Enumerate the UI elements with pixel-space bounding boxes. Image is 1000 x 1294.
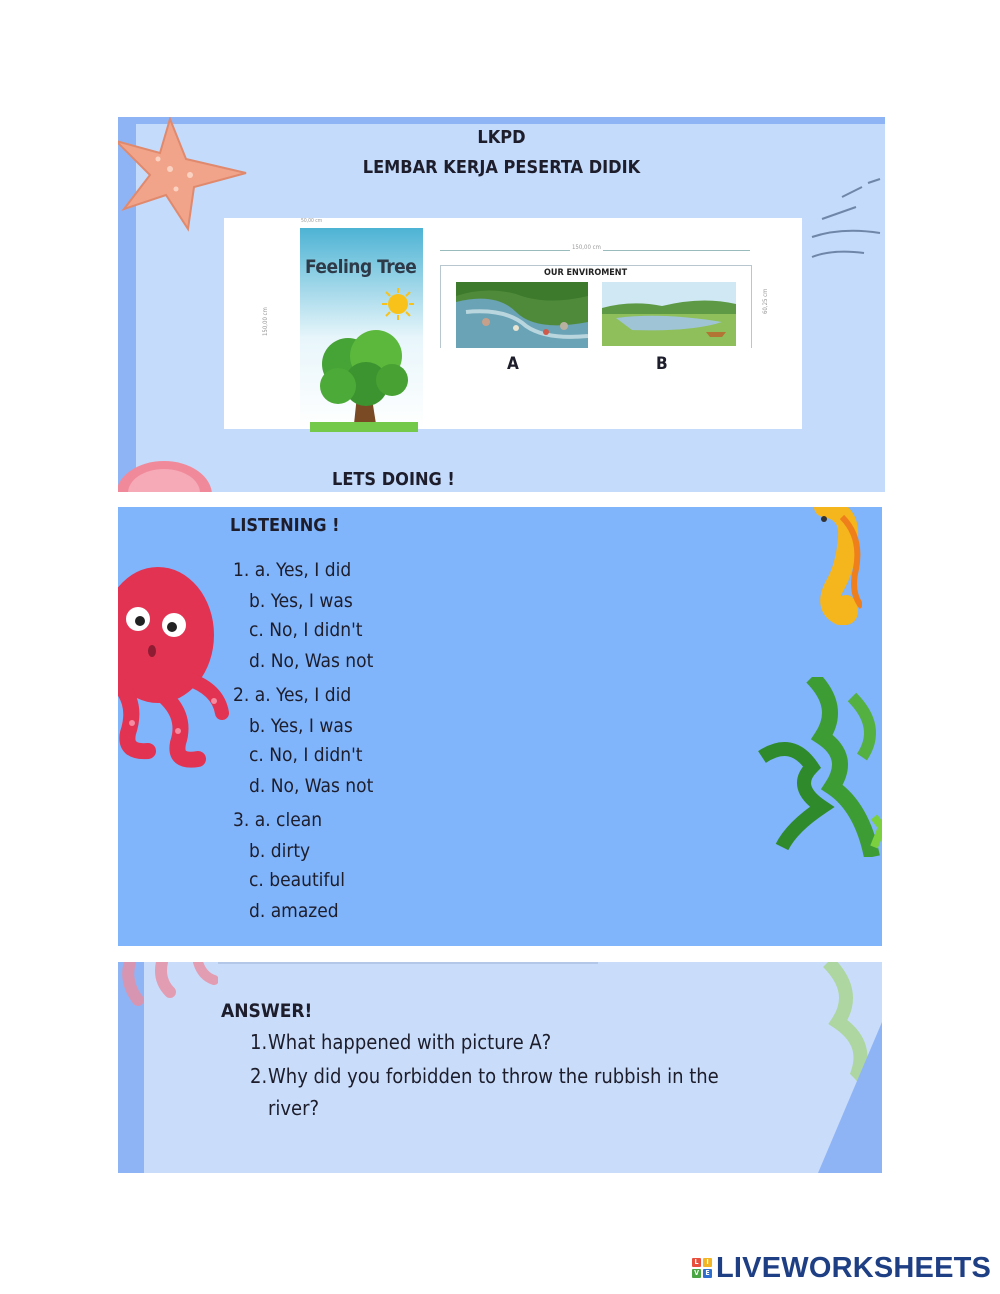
option-2b[interactable]: b. Yes, I was (249, 715, 353, 737)
option-1a[interactable]: 1. a. Yes, I did (233, 559, 352, 581)
question-1-number: 1. (250, 1030, 268, 1054)
seahorse-icon (790, 507, 862, 625)
question-2-number: 2. (250, 1064, 268, 1088)
dim-right: 60,25 cm (762, 288, 769, 314)
answer-panel (118, 962, 882, 1173)
listening-panel (118, 507, 882, 946)
worksheet-title: LKPD (477, 127, 526, 148)
question-2-text-cont: river? (268, 1096, 320, 1120)
question-2-text: Why did you forbidden to throw the rubbish in the (268, 1064, 719, 1088)
dim-left: 150,00 cm (262, 307, 269, 336)
dim-tree-top: 50,00 cm (301, 218, 323, 224)
header-panel (118, 117, 885, 492)
question-1-text: What happened with picture A? (268, 1030, 552, 1054)
clean-river-picture (602, 282, 736, 346)
dim-top: 150,00 cm (572, 244, 601, 251)
jellyfish-icon (118, 453, 214, 492)
seaweed-light-icon (798, 962, 882, 1173)
seaweed-icon (752, 677, 882, 857)
option-3d[interactable]: d. amazed (249, 900, 339, 922)
tree-icon (310, 324, 418, 432)
worksheet-subtitle: LEMBAR KERJA PESERTA DIDIK (362, 157, 641, 178)
feeling-tree-poster (300, 228, 423, 429)
logo-mark-icon: L I V E (692, 1258, 712, 1278)
option-2c[interactable]: c. No, I didn't (249, 744, 363, 766)
option-3b[interactable]: b. dirty (249, 840, 311, 862)
option-1c[interactable]: c. No, I didn't (249, 619, 363, 641)
label-a: A (507, 354, 519, 374)
option-2d[interactable]: d. No, Was not (249, 775, 374, 797)
octopus-icon (118, 563, 236, 783)
answer-heading: ANSWER! (221, 1000, 313, 1022)
liveworksheets-logo[interactable] (692, 1252, 991, 1284)
option-1d[interactable]: d. No, Was not (249, 650, 374, 672)
brand-name: LIVEWORKSHEETS (716, 1251, 992, 1284)
option-3c[interactable]: c. beautiful (249, 869, 345, 891)
wave-lines-icon (802, 177, 885, 267)
sun-icon (380, 286, 416, 322)
listening-heading: LISTENING ! (230, 515, 340, 536)
polluted-river-picture (456, 282, 588, 348)
option-1b[interactable]: b. Yes, I was (249, 590, 353, 612)
octopus-tentacle-icon (118, 962, 218, 1012)
option-3a[interactable]: 3. a. clean (233, 809, 323, 831)
environment-title: OUR ENVIROMENT (544, 268, 628, 278)
label-b: B (656, 354, 668, 374)
banner-image (224, 218, 802, 429)
cut-text-line (218, 962, 598, 964)
feeling-tree-title: Feeling Tree (305, 256, 417, 278)
option-2a[interactable]: 2. a. Yes, I did (233, 684, 352, 706)
lets-doing-label: LETS DOING ! (332, 469, 455, 490)
